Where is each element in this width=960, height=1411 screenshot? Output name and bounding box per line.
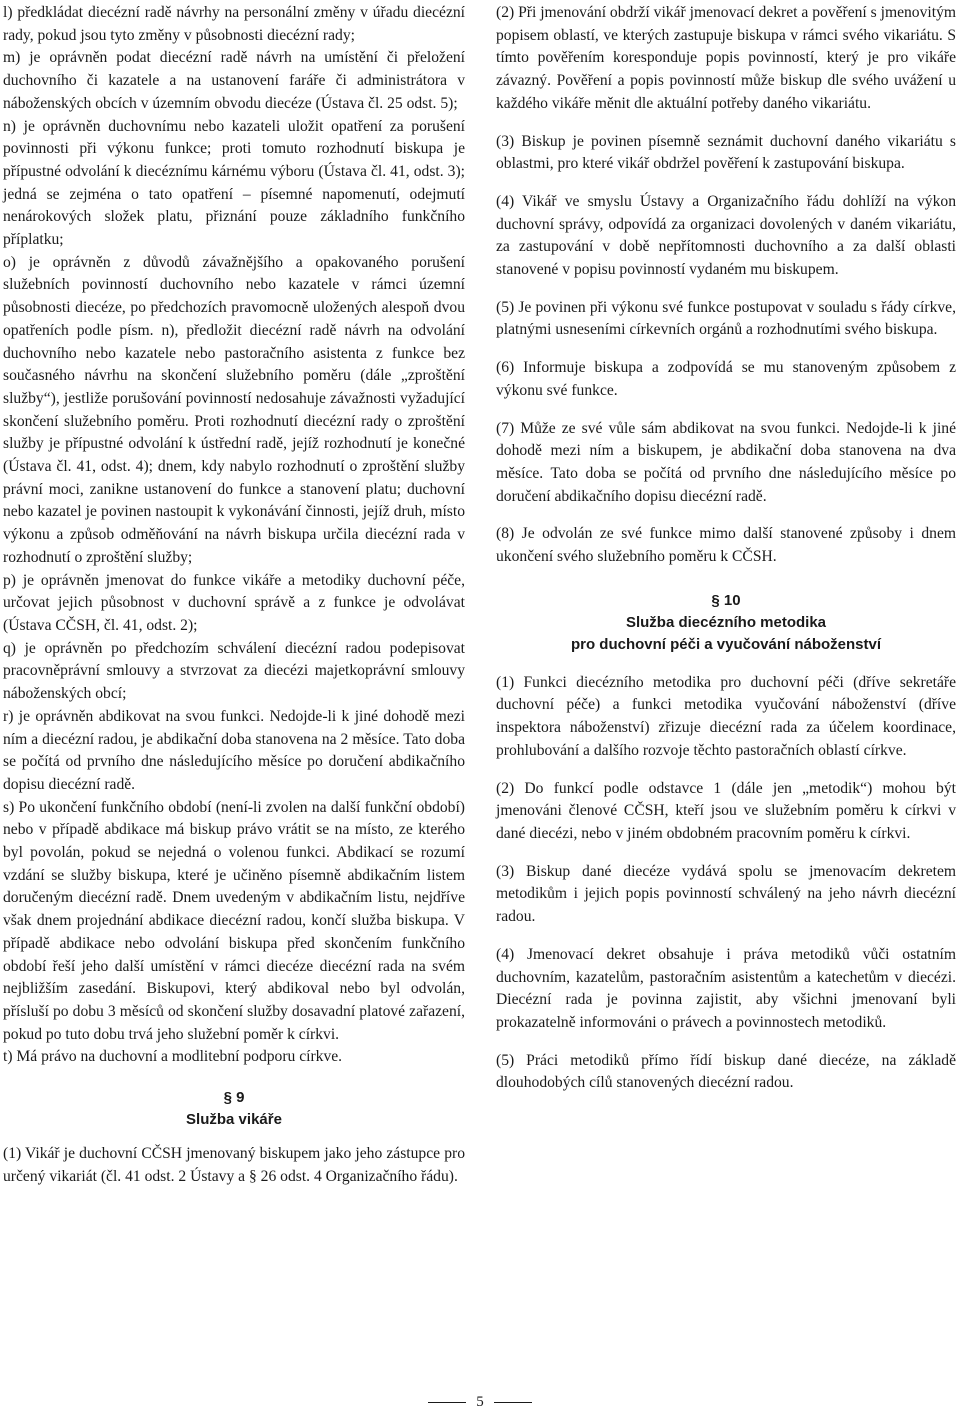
section-9-paragraph-1: (1) Vikář je duchovní CČSH jmenovaný biskupem jako jeho zástupce pro určený vikariát (čl. 41 odst. 2 Ústavy a § 26 odst. 4 Organizačního řádu). xyxy=(3,1145,465,1185)
left-column xyxy=(3,2,465,1188)
section-9-heading xyxy=(3,1087,465,1131)
footer-rule-left xyxy=(428,1402,466,1403)
section-9-paragraph-4: (4) Vikář ve smyslu Ústavy a Organizačního řádu dohlíží na výkon duchovní správy, odpovídá za organizaci dovolených v daném vikariátu, za zastupování v době nepřítomnosti duchovního a za další oblasti stanovené v popisu povinností vydaném mu biskupem. xyxy=(496,192,956,279)
paragraph-o: o) je oprávněn z důvodů závažnějšího a opakovaného porušení služebních povinností duchovního nebo kazatele v rámci územní působnosti diecéze, po předchozích pravomocně uložených alespoň dvou opatřeních podle písm. n), předložit diecézní radě návrh na odvolání duchovního nebo kazatele nebo pastoračního asistenta z funkce bez současného návrhu na skončení služebního poměru (dále „zproštění služby“), jestliže porušování povinností nedosahuje závažnosti vyžadující skončení služebního poměru. Proti rozhodnutí diecézní rady o zproštění služby je přípustné odvolání k ústřední radě, jejíž rozhodnutí je konečné (Ústava čl. 41, odst. 4); dnem, kdy nabylo rozhodnutí o zproštění služby právní moci, zanikne ustanovení do funkce a stanovení platu; duchovní nebo kazatel je povinen nastoupit k vykonávání činnosti, jejíž druh, místo výkonu a způsob odměňování na návrh biskupa určila diecézní rada v rozhodnutí o zproštění služby; xyxy=(3,253,465,566)
paragraph-l: l) předkládat diecézní radě návrhy na personální změny v úřadu diecézní rady, pokud jsou tyto změny v působnosti diecézní rady; xyxy=(3,4,465,44)
section-9-paragraph-5: (5) Je povinen při výkonu své funkce postupovat v souladu s řády církve, platnými usneseními církevních orgánů a rozhodnutími svého biskupa. xyxy=(496,298,956,339)
page-number: 5 xyxy=(476,1394,484,1410)
section-10-number: § 10 xyxy=(711,591,741,609)
section-9-paragraph-7: (7) Může ze své vůle sám abdikovat na svou funkci. Nedojde-li k jiné dohodě mezi ním a biskupem, je abdikační doba stanovena na dva měsíce. Tato doba se počítá od prvního dne následujícího měsíce po doručení abdikačního dopisu diecézní radě. xyxy=(496,419,956,505)
section-9-paragraph-3: (3) Biskup je povinen písemně seznámit duchovní daného vikariátu s oblastmi, pro které vikář obdržel pověření k zastupování biskupa. xyxy=(496,132,956,173)
section-10-heading xyxy=(496,590,956,656)
paragraph-n: n) je oprávněn duchovnímu nebo kazateli uložit opatření za porušení povinnosti při výkonu funkce; proti tomuto rozhodnutí biskupa je přípustné odvolání k diecéznímu kárnému výboru (Ústava čl. 41, odst. 3); jedná se zejména o tato opatření – písemné napomenutí, odejmutí nenárokových složek platu, přiznání pouze základního funkčního příplatku; xyxy=(3,117,465,249)
section-9-title: Služba vikáře xyxy=(186,1111,282,1129)
paragraph-s: s) Po ukončení funkčního období (není-li zvolen na další funkční období) nebo v případě abdikace má biskup právo vrátit se na místo, ze kterého byl povolán, pokud se nejedná o volenou funkci. Abdikací se rozumí vzdání se služby biskupa, které je učiněno písemně abdikačním listem doručeným diecézní radě. Dnem uvedeným v abdikačním listu, nejdříve však dnem projednání abdikace diecézní radou, končí služba biskupa. V případě abdikace nebo odvolání biskupa před skončením funkčního období řeší jeho další umístění v rámci diecéze diecézní rada na svém nejbližším zasedání. Biskupovi, který abdikoval nebo byl odvolán, přísluší po dobu 3 měsíců od skončení služby dosavadní platové zařazení, pokud po tuto dobu trvá jeho služební poměr k církvi. xyxy=(3,798,465,1043)
right-column xyxy=(496,2,956,1095)
paragraph-r: r) je oprávněn abdikovat na svou funkci. Nedojde-li k jiné dohodě mezi ním a diecézní radou, je abdikační doba stanovena na 2 měsíce. Tato doba se počítá od prvního dne následujícího měsíce po doručení abdikačního dopisu diecézní radě. xyxy=(3,707,465,793)
page-footer xyxy=(0,1394,960,1410)
section-9-paragraph-2: (2) Při jmenování obdrží vikář jmenovací dekret a pověření s jmenovitým popisem oblastí, ve kterých zastupuje biskupa v rámci svého vikariátu. S tímto pověřením koresponduje popis povinností, který je pro vikáře závazný. Pověření a popis povinností může biskup dle svého uvážení u každého vikáře měnit dle aktuální potřeby daného vikariátu. xyxy=(496,4,956,112)
section-10-title-line-2: pro duchovní péči a vyučování náboženství xyxy=(570,635,882,653)
paragraph-m: m) je oprávněn podat diecézní radě návrh na umístění či přeložení duchovního či kazatele a na ustanovení faráře či administrátora v náboženských obcích v územním obvodu diecéze (Ústava čl. 25 odst. 5); xyxy=(3,49,465,112)
section-10-paragraph-5: (5) Práci metodiků přímo řídí biskup dané diecéze, na základě dlouhodobých cílů stanovených diecézní radou. xyxy=(496,1051,956,1092)
section-10-paragraph-4: (4) Jmenovací dekret obsahuje i práva metodiků vůči ostatním duchovním, kazatelům, pastoračním asistentům a katechetům v diecézi. Diecézní rada je povinna zajistit, aby všichni jmenovaní byli prokazatelně informováni o právech a povinnostech metodiků. xyxy=(496,945,956,1031)
section-10-title-line-1: Služba diecézního metodika xyxy=(625,613,827,631)
paragraph-q: q) je oprávněn po předchozím schválení diecézní radou podepisovat pracovněprávní smlouvy a stvrzovat za diecézi majetkoprávní smlouvy náboženských obcí; xyxy=(3,639,465,703)
section-10-paragraph-1: (1) Funkci diecézního metodika pro duchovní péči (dříve sekretáře duchovní péče) a funkci metodika vyučování náboženství (dříve inspektora náboženství) zřizuje diecézní rada za účelem koordinace, prohlubování a dalšího rozvoje těchto pastoračních oblastí církve. xyxy=(496,673,956,759)
section-9-number: § 9 xyxy=(223,1089,245,1107)
paragraph-t: t) Má právo na duchovní a modlitební podporu církve. xyxy=(3,1048,343,1066)
section-9-paragraph-8: (8) Je odvolán ze své funkce mimo další stanovené způsoby i dnem ukončení svého služebního poměru k CČSH. xyxy=(496,525,956,566)
section-10-paragraph-2: (2) Do funkcí podle odstavce 1 (dále jen „metodik“) mohou být jmenováni členové CČSH, kteří jsou ve služebním poměru k církvi v dané diecézi, nebo v jiném obdobném pracovním poměru k církvi. xyxy=(496,779,956,842)
section-10-paragraph-3: (3) Biskup dané diecéze vydává spolu se jmenovacím dekretem metodikům i jejich popis povinností schválený na jeho návrh diecézní radou. xyxy=(496,862,956,926)
footer-rule-right xyxy=(494,1402,532,1403)
paragraph-p: p) je oprávněn jmenovat do funkce vikáře a metodiky duchovní péče, určovat jejich působnost v duchovní správě a z funkce je odvolávat (Ústava CČSH, čl. 41, odst. 2); xyxy=(3,571,465,634)
section-9-paragraph-6: (6) Informuje biskupa a zodpovídá se mu stanoveným způsobem z výkonu své funkce. xyxy=(496,359,956,399)
